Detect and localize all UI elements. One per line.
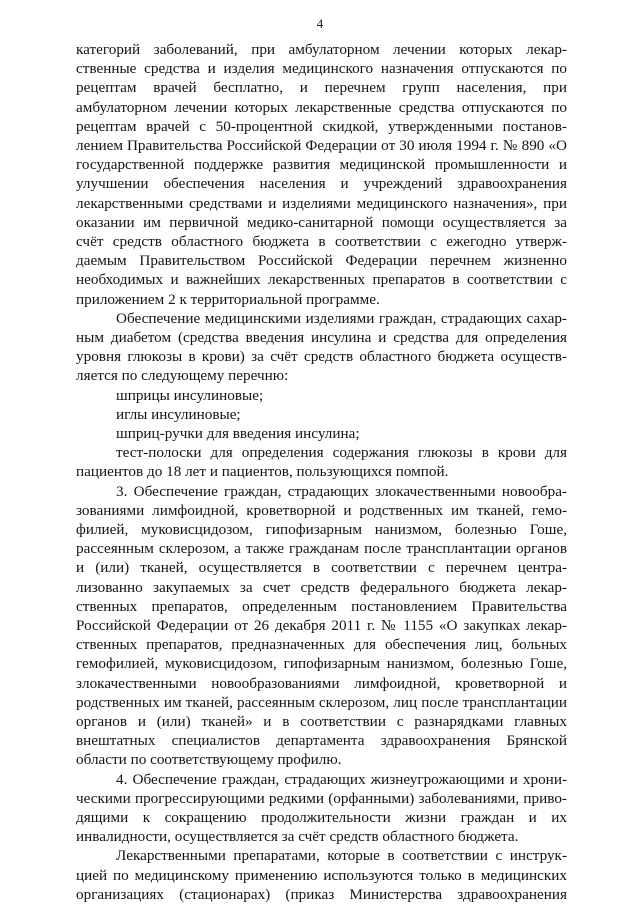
text-line: организациях (стационарах) (приказ Министерства здравоохранения xyxy=(76,885,567,903)
page-number: 4 xyxy=(316,16,324,31)
text-line: гемофилией, муковисцидозом, гипофизарным нанизмом, болезнью Гоше, xyxy=(76,655,567,673)
text-line: иглы инсулиновые; xyxy=(116,405,241,423)
text-line: 3. Обеспечение граждан, страдающих злокачественными новообра- xyxy=(116,482,567,500)
text-line: шприц-ручки для введения инсулина; xyxy=(116,425,360,442)
text-line: области по соответствующему профилю. xyxy=(76,751,342,769)
text-line: 4. Обеспечение граждан, страдающих жизнеугрожающими и хрони- xyxy=(116,770,567,788)
text-line: Лекарственными препаратами, которые в соответствии с инструк- xyxy=(116,847,567,865)
text-line: государственной поддержке развития медицинской промышленности и xyxy=(76,156,567,174)
text-line: необходимых и важнейших лекарственных препаратов в соответствии с xyxy=(76,271,567,289)
text-line: и (или) тканей, осуществляется в соответствии с перечнем центра- xyxy=(76,559,567,577)
text-line: филией, муковисцидозом, гипофизарным нанизмом, болезнью Гоше, xyxy=(76,521,567,538)
text-line: органов и (или) тканей» и в соответствии с разнарядками главных xyxy=(76,713,567,730)
text-line: счёт средств областного бюджета в соответствии с ежегодно утверж- xyxy=(76,233,567,250)
text-line: родственных им тканей, рассеянным склерозом, лиц после трансплантации xyxy=(76,693,567,711)
text-line: ляется по следующему перечню: xyxy=(76,367,289,385)
text-line: ственных препаратов, определенным постановлением Правительства xyxy=(76,597,567,615)
text-line: даемым Правительством Российской Федерации перечнем жизненно xyxy=(76,252,567,270)
text-line: лением Правительства Российской Федерации от 30 июля 1994 г. № 890 «О xyxy=(76,137,567,154)
text-line: улучшении обеспечения населения и учреждений здравоохранения xyxy=(76,175,567,193)
text-line: категорий заболеваний, при амбулаторном лечении которых лекар- xyxy=(76,41,567,58)
text-line: пациентов до 18 лет и пациентов, пользующихся помпой. xyxy=(76,463,449,481)
text-line: Обеспечение медицинскими изделиями граждан, страдающих сахар- xyxy=(116,309,567,327)
text-line: злокачественными новообразованиями лимфоидной, кроветворной и xyxy=(76,674,567,692)
text-line: уровня глюкозы в крови) за счёт средств областного бюджета осуществ- xyxy=(76,348,567,366)
text-line: лизованно закупаемых за счет средств федерального бюджета лекар- xyxy=(76,578,567,596)
text-line: цией по медицинскому применению используются только в медицинских xyxy=(76,866,567,884)
text-line: дящими к сокращению продолжительности жизни граждан и их xyxy=(76,809,567,826)
text-line: Российской Федерации от 26 декабря 2011 г. № 1155 «О закупках лекар- xyxy=(76,617,567,634)
text-line: ственные средства и изделия медицинского назначения отпускаются по xyxy=(76,60,567,78)
text-line: зованиями лимфоидной, кроветворной и родственных им тканей, гемо- xyxy=(76,501,567,519)
text-line: лекарственными средствами и изделиями медицинского назначения», при xyxy=(76,194,567,212)
text-line: рассеянным склерозом, а также гражданам после трансплантации органов xyxy=(76,540,567,558)
text-line: инвалидности, осуществляется за счёт средств областного бюджета. xyxy=(76,828,519,846)
text-line: рецептам врачей с 50-процентной скидкой, утвержденными постанов- xyxy=(76,117,567,135)
text-line: амбулаторном лечении которых лекарственные средства отпускаются по xyxy=(76,98,567,116)
text-line: ственных препаратов, предназначенных для обеспечения лиц, больных xyxy=(76,636,567,654)
text-line: приложением 2 к территориальной программе. xyxy=(76,290,380,308)
text-line: рецептам врачей бесплатно, и перечнем групп населения, при xyxy=(76,79,567,97)
text-line: тест-полоски для определения содержания глюкозы в крови для xyxy=(116,444,567,462)
text-line: шприцы инсулиновые; xyxy=(116,386,264,404)
text-line: оказании им первичной медико-санитарной помощи осуществляется за xyxy=(76,213,567,231)
text-line: ным диабетом (средства введения инсулина и средства для определения xyxy=(76,329,567,346)
text-line: внештатных специалистов департамента здравоохранения Брянской xyxy=(76,732,567,750)
text-line: ческими прогрессирующими редкими (орфанными) заболеваниями, приво- xyxy=(76,789,567,807)
